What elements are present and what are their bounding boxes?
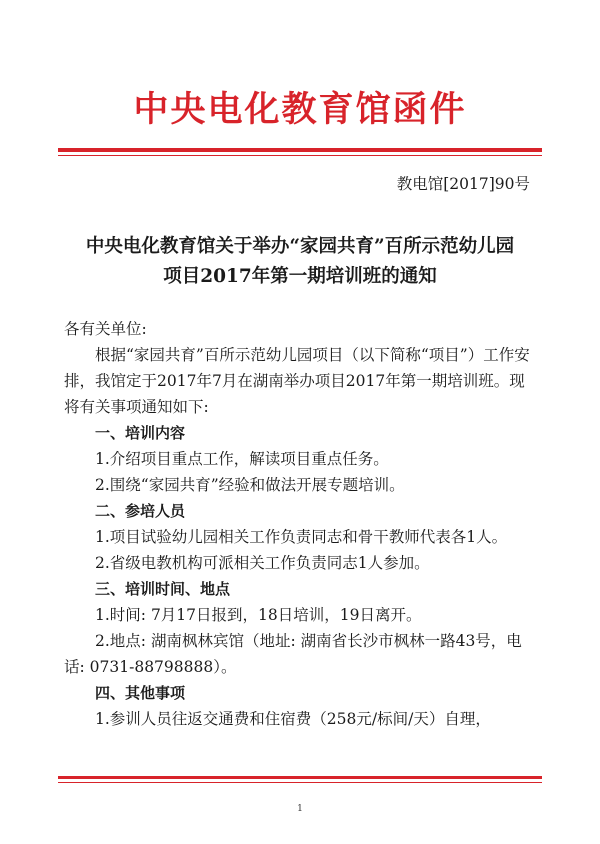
list-item: 1.介绍项目重点工作，解读项目重点任务。 xyxy=(95,450,389,468)
list-item: 1.项目试验幼儿园相关工作负责同志和骨干教师代表各1人。 xyxy=(95,528,508,546)
header-rule-thin xyxy=(58,155,542,156)
section-heading-participants: 二、参培人员 xyxy=(95,502,186,520)
header-rule-thick xyxy=(58,148,542,152)
list-item: 1.参训人员往返交通费和住宿费（258元/标间/天）自理， xyxy=(95,710,491,728)
notice-title-line1: 中央电化教育馆关于举办“家园共育”百所示范幼儿园 xyxy=(85,236,515,257)
footer-rule-thick xyxy=(58,776,542,779)
list-item: 2.省级电教机构可派相关工作负责同志1人参加。 xyxy=(95,554,430,572)
section-heading-time-place: 三、培训时间、地点 xyxy=(95,580,231,598)
section-heading-content: 一、培训内容 xyxy=(95,424,186,442)
intro-paragraph: 根据“家园共育”百所示范幼儿园项目（以下简称“项目”）工作安排，我馆定于2017年7月在湖南举办项目2017年第一期培训班。现将有关事项通知如下: xyxy=(64,346,530,416)
salutation: 各有关单位: xyxy=(64,320,147,338)
list-item: 2.围绕“家园共育”经验和做法开展专题培训。 xyxy=(95,476,405,494)
list-item: 1.时间: 7月17日报到，18日培训，19日离开。 xyxy=(95,606,422,624)
notice-title-line2: 项目2017年第一期培训班的通知 xyxy=(163,266,437,287)
document-number: 教电馆[2017]90号 xyxy=(396,175,530,193)
notice-body xyxy=(64,316,540,732)
list-item: 2.地点: 湖南枫林宾馆（地址: 湖南省长沙市枫林一路43号，电话: 0731-88798888）。 xyxy=(64,632,522,676)
letterhead-title: 中央电化教育馆函件 xyxy=(133,89,467,130)
page-number: 1 xyxy=(297,804,303,814)
section-heading-other: 四、其他事项 xyxy=(95,684,186,702)
footer-rule-thin xyxy=(58,782,542,783)
notice-title xyxy=(40,232,560,292)
